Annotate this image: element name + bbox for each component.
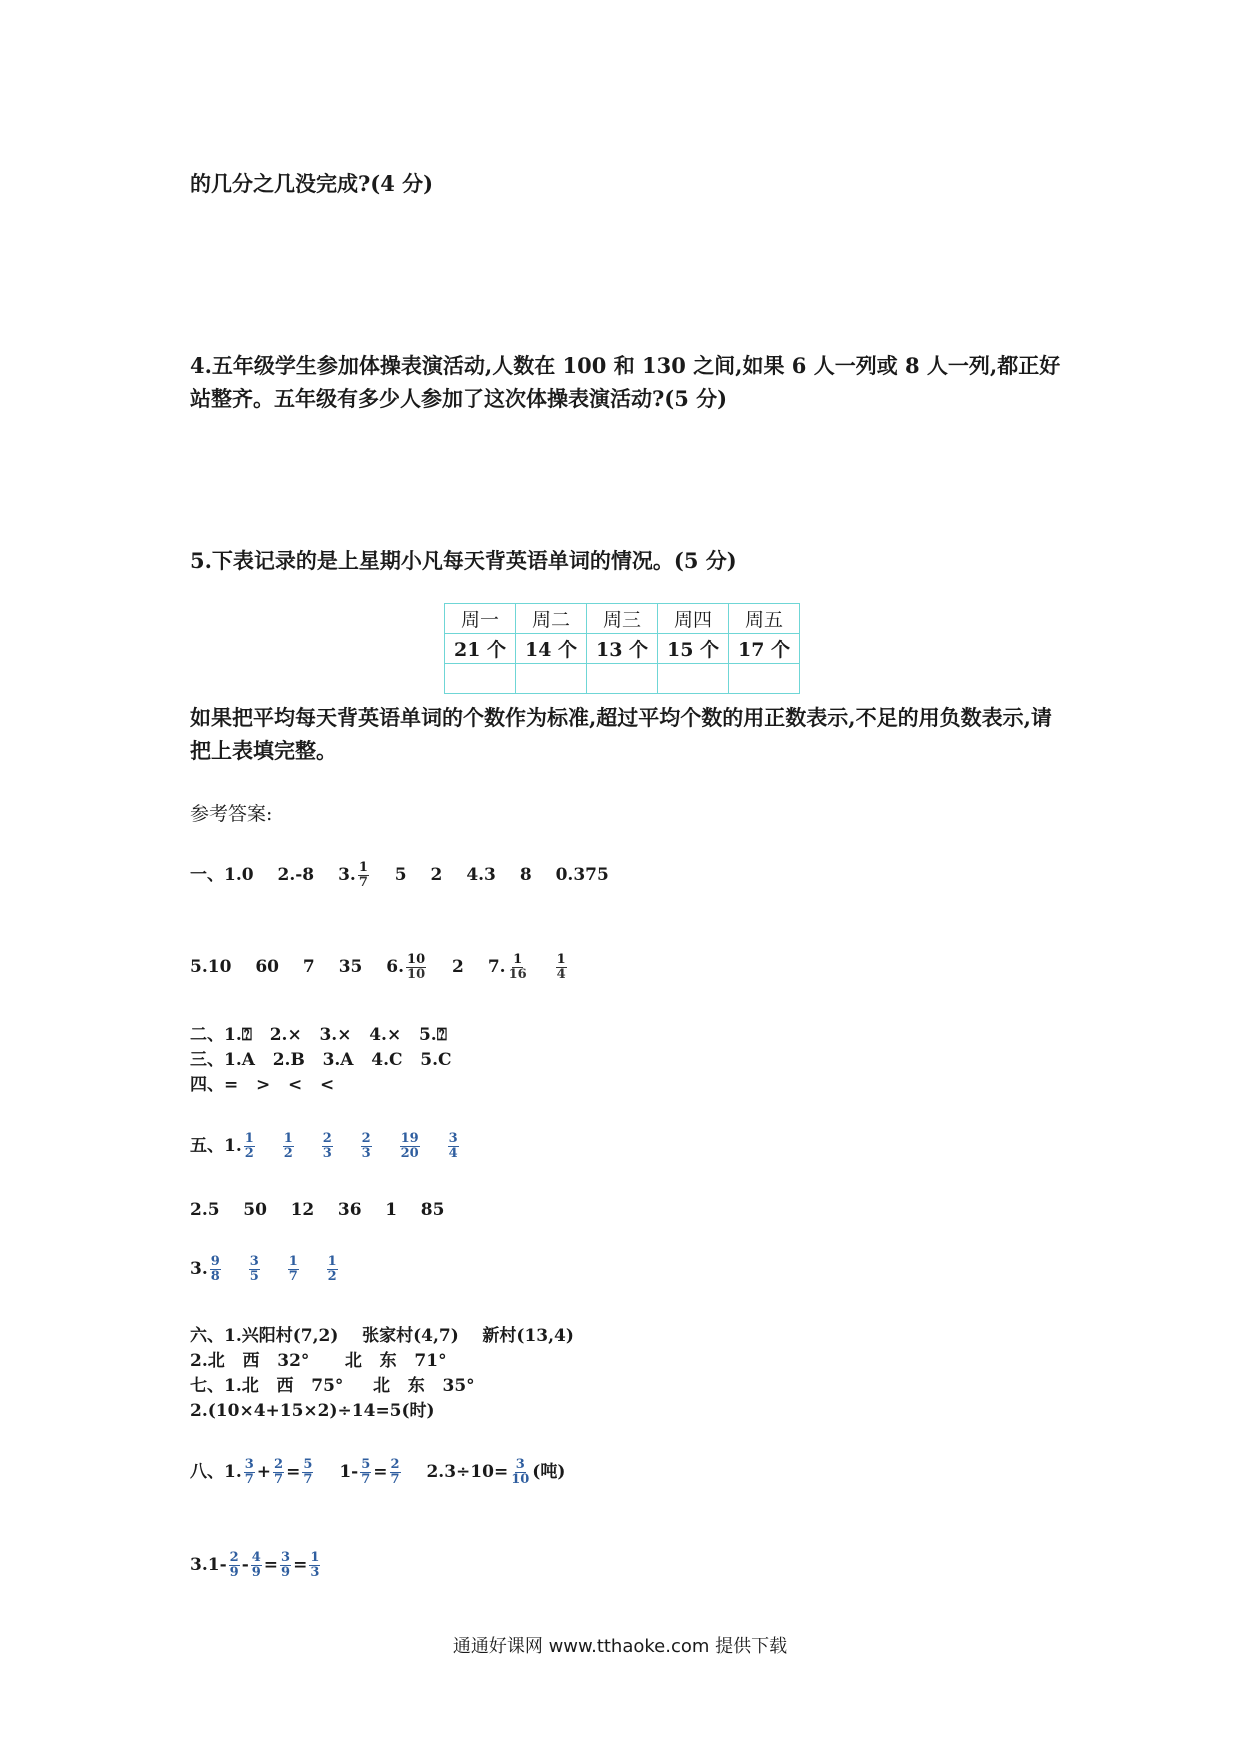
table-value-tue: 14 个	[516, 634, 587, 664]
answer-line-6	[190, 1131, 461, 1161]
fraction-numerator: 1	[283, 1131, 293, 1146]
fraction-numerator: 3	[448, 1131, 458, 1146]
table-header-mon: 周一	[445, 604, 516, 634]
answer-text: =	[263, 1555, 279, 1575]
table-value-fri: 17 个	[729, 634, 800, 664]
answer-text: 2	[452, 957, 464, 977]
table-header-wed: 周三	[587, 604, 658, 634]
table-header-tue: 周二	[516, 604, 587, 634]
answer-line-2	[190, 953, 569, 982]
fraction-numerator: 9	[210, 1254, 220, 1269]
fraction-numerator: 3	[515, 1457, 525, 1472]
fraction-denominator: 9	[251, 1565, 261, 1580]
fraction-denominator: 7	[390, 1472, 400, 1487]
fraction-numerator: 1	[327, 1254, 337, 1269]
table-value-mon: 21 个	[445, 634, 516, 664]
answer-text: 2.3÷10=	[426, 1462, 509, 1482]
table-blank-cell[interactable]	[516, 664, 587, 694]
answer-text: 7	[302, 957, 315, 977]
table-blank-cell[interactable]	[658, 664, 729, 694]
fraction-denominator: 2	[327, 1269, 337, 1284]
fraction-denominator: 16	[508, 967, 527, 982]
table-value-thu: 15 个	[658, 634, 729, 664]
answer-text: 八、1.	[190, 1462, 242, 1482]
answer-text: 35	[338, 957, 363, 977]
answer-text: 5	[394, 865, 407, 885]
answer-line-4: 三、1.A 2.B 3.A 4.C 5.C	[190, 1050, 452, 1070]
answer-text: +	[256, 1462, 272, 1482]
answer-text: 1-	[339, 1462, 359, 1482]
fraction-numerator: 10	[407, 952, 426, 967]
fraction-denominator: 2	[244, 1146, 254, 1161]
fraction-denominator: 9	[281, 1565, 291, 1580]
answer-text: 4.3	[466, 865, 496, 885]
fraction-numerator: 1	[244, 1131, 254, 1146]
fraction-numerator: 5	[361, 1457, 371, 1472]
answer-line-12: 2.(10×4+15×2)÷14=5(时)	[190, 1401, 435, 1421]
question-5: 5.下表记录的是上星期小凡每天背英语单词的情况。(5 分)	[190, 548, 737, 573]
fraction-numerator: 2	[274, 1457, 284, 1472]
fraction-denominator: 7	[358, 875, 368, 890]
fraction-denominator: 3	[310, 1565, 320, 1580]
fraction-denominator: 7	[288, 1269, 298, 1284]
table-blank-cell[interactable]	[445, 664, 516, 694]
answer-text: (吨)	[532, 1462, 566, 1482]
fraction-denominator: 9	[229, 1565, 239, 1580]
fraction-denominator: 10	[407, 967, 426, 982]
fraction-denominator: 3	[361, 1146, 371, 1161]
fraction-numerator: 4	[251, 1550, 261, 1565]
fraction-numerator: 2	[229, 1550, 239, 1565]
fraction-denominator: 4	[448, 1146, 458, 1161]
table-blank-cell[interactable]	[729, 664, 800, 694]
fraction-denominator: 5	[249, 1269, 259, 1284]
fraction-denominator: 7	[274, 1472, 284, 1487]
fraction-denominator: 2	[283, 1146, 293, 1161]
answer-text: 8	[519, 865, 532, 885]
fraction-denominator: 4	[556, 967, 566, 982]
answer-text: =	[373, 1462, 388, 1482]
table-header-fri: 周五	[729, 604, 800, 634]
answer-text: =	[293, 1555, 308, 1575]
answer-line-10: 2.北 西 32° 北 东 71°	[190, 1351, 447, 1371]
reference-answers-title: 参考答案:	[190, 803, 273, 825]
answer-text: 7.	[487, 957, 506, 977]
fraction-numerator: 3	[244, 1457, 254, 1472]
fraction-denominator: 20	[400, 1146, 419, 1161]
answer-text: 60	[255, 957, 279, 977]
fraction-numerator: 5	[303, 1457, 313, 1472]
question-4: 4.五年级学生参加体操表演活动,人数在 100 和 130 之间,如果 6 人一列或 8 人一列,都正好站整齐。五年级有多少人参加了这次体操表演活动?(5 分)	[190, 353, 1061, 411]
answer-line-14	[190, 1551, 322, 1580]
answer-text: 6.	[386, 957, 405, 977]
answer-line-13	[190, 1457, 565, 1487]
fraction-numerator: 19	[400, 1131, 419, 1146]
answer-text: 3.1-	[190, 1555, 227, 1575]
answer-line-5: 四、= > < <	[190, 1075, 335, 1095]
fraction-numerator: 1	[358, 860, 368, 875]
fraction-numerator: 2	[322, 1131, 332, 1146]
answer-text: 3.	[190, 1259, 208, 1279]
footer-credit: 通通好课网 www.tthaoke.com 提供下载	[452, 1636, 788, 1657]
fraction-numerator: 1	[513, 952, 523, 967]
answer-text: 3.	[338, 865, 356, 885]
answer-text: 0.375	[555, 865, 609, 885]
answer-text: 2	[430, 865, 443, 885]
table-header-thu: 周四	[658, 604, 729, 634]
fraction-numerator: 3	[281, 1550, 291, 1565]
table-blank-cell[interactable]	[587, 664, 658, 694]
answer-line-1	[190, 860, 609, 890]
fraction-numerator: 2	[361, 1131, 371, 1146]
answer-text: 一、1.0	[190, 865, 254, 885]
fraction-denominator: 8	[210, 1269, 220, 1284]
answer-line-3: 二、1.⍰ 2.× 3.× 4.× 5.⍰	[190, 1025, 447, 1045]
answer-text: 五、1.	[190, 1136, 242, 1156]
fraction-denominator: 7	[303, 1472, 313, 1487]
answer-line-8	[190, 1255, 340, 1284]
answer-line-7: 2.5 50 12 36 1 85	[190, 1200, 445, 1220]
fraction-denominator: 7	[244, 1472, 254, 1487]
fraction-numerator: 1	[288, 1254, 298, 1269]
answer-text: -	[241, 1555, 249, 1575]
answer-line-11: 七、1.北 西 75° 北 东 35°	[190, 1376, 475, 1396]
answer-text: 5.10	[190, 957, 232, 977]
answer-text: 2.-8	[277, 865, 315, 885]
answer-line-9: 六、1.兴阳村(7,2) 张家村(4,7) 新村(13,4)	[190, 1326, 574, 1346]
question-3-tail: 的几分之几没完成?(4 分)	[190, 171, 434, 196]
fraction-numerator: 2	[390, 1457, 400, 1472]
fraction-numerator: 3	[249, 1254, 259, 1269]
fraction-denominator: 7	[361, 1472, 371, 1487]
table-value-wed: 13 个	[587, 634, 658, 664]
question-5-note: 如果把平均每天背英语单词的个数作为标准,超过平均个数的用正数表示,不足的用负数表示,请把上表填完整。	[190, 705, 1052, 763]
fraction-denominator: 10	[511, 1472, 530, 1487]
fraction-numerator: 1	[556, 952, 566, 967]
fraction-numerator: 1	[310, 1550, 320, 1565]
answer-text: =	[286, 1462, 301, 1482]
fraction-denominator: 3	[322, 1146, 332, 1161]
word-record-table	[444, 603, 800, 694]
